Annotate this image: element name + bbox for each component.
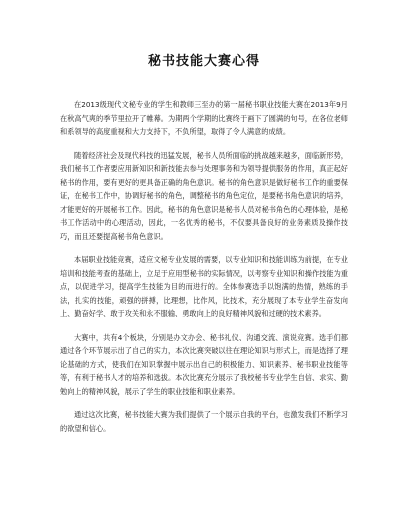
paragraph: 本届职业技能竞赛，适应文秘专业发展的需要，以专业知识和技能训练为前提，在专业培训和技能考查的基础上，立足于应用型秘书的实际情况，以考察专业知识和操作技能为重点，以促进学习，提高学生技能为目的而进行的。全体参赛选手以饱满的热情，熟练的手法，扎实的技能，顽强的拼搏，比理想，比作风，比技术，充分展现了本专业学生奋发向上、勤奋好学、敢于攻关和永不服输、勇敢向上的良好精神风貌和过硬的技术素养。 — [60, 255, 348, 318]
paragraph: 在2013级现代文秘专业的学生和教师三至办的第一届秘书职业技能大赛在2013年9月在秋高气爽的季节里拉开了帷幕。为期两个学期的比赛终于画下了圆满的句号，在各位老师和系领导的高度重视和大力支持下，不负所望，取得了令人满意的成绩。 — [60, 100, 348, 136]
document-title: 秘书技能大赛心得 — [147, 54, 260, 69]
paragraph: 通过这次比赛，秘书技能大赛为我们提供了一个展示自我的平台，也激发我们不断学习的欲望和信心。 — [60, 410, 348, 433]
paragraph: 随着经济社会及现代科技的迅猛发展，秘书人员所面临的挑战越来越多，面临新形势，我们秘书工作者要应用新知识和新技能去参与处理事务和为领导提供服务的作用，真正起好秘书的作用，要有更好的更具备正确的角色意识。秘书的角色意识是做好秘书工作的重要保证，在秘书工作中，协调好秘书的角色，调整秘书的角色定位，是要秘书角色意识的培养，才能更好的开展秘书工作。因此，秘书的角色意识是秘书人员对秘书角色的心理体验，是秘书工作活动中的心理活动，因此，一名优秀的秘书，不仅要具备良好的业务素质及操作技巧，而且还要提高秘书角色意识。 — [60, 150, 348, 241]
document-body — [60, 98, 348, 445]
paragraph: 大赛中，共有4个板块，分别是办文办会、秘书礼仪、沟通交流、演说竞赛。选手们都通过各个环节展示出了自己的实力，本次比赛突破以往在理论知识与形式上，而是选择了理论基础的方式，使我们在知识掌握中展示出自己的积极能力、知识素养、秘书职业技能等等，有利于秘书人才的培养和选拔。本次比赛充分展示了我校秘书专业学生自信、求实、勤勉向上的精神风貌，展示了学生的职业技能和职业素养。 — [60, 332, 348, 396]
